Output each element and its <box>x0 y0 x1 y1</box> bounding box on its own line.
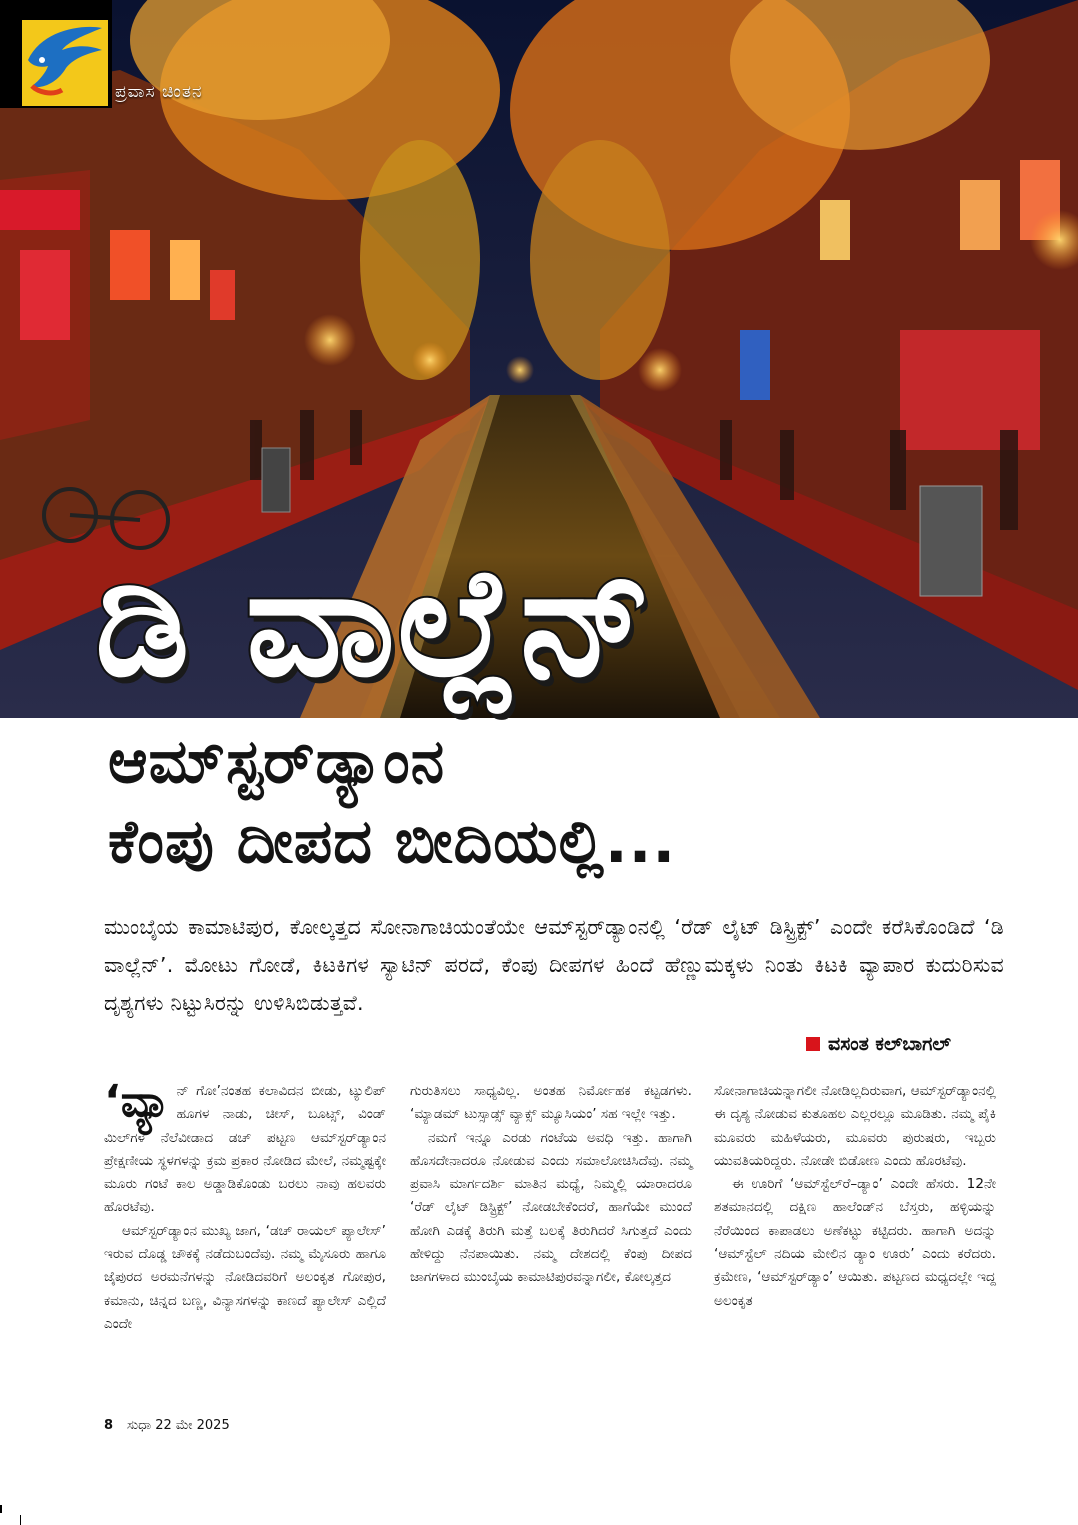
paragraph: ಗುರುತಿಸಲು ಸಾಧ್ಯವಿಲ್ಲ. ಅಂತಹ ನಿರ್ಮೋಹಕ ಕಟ್ಟಡಗಳು. ‘ಮ್ಯಾಡಮ್ ಟುಸ್ಸಾಡ್ಸ್ ವ್ಯಾಕ್ಸ್ ಮ್ಯೂಸಿಯಂ’ ಸಹ ಇಲ್ಲೇ ಇತ್ತು. <box>410 1083 692 1123</box>
article-column-2 <box>410 1080 692 1290</box>
issue-info: ಸುಧಾ 22 ಮೇ 2025 <box>127 1418 230 1433</box>
author-name: ವಸಂತ ಕಲ್‌ಬಾಗಲ್ <box>828 1033 951 1055</box>
headline-subtitle-line2: ಕೆಂಪು ದೀಪದ ಬೀದಿಯಲ್ಲಿ... <box>108 807 677 877</box>
crop-mark <box>0 1505 2 1513</box>
article-lede: ಮುಂಬೈಯ ಕಾಮಾಟಿಪುರ, ಕೋಲ್ಕತ್ತದ ಸೋನಾಗಾಚಿಯಂತೆಯೇ ಆಮ್‌ಸ್ಟರ್‌ಡ್ಯಾಂನಲ್ಲಿ ‘ರೆಡ್ ಲೈಟ್ ಡಿಸ್ಟ್ರಿಕ್ಟ್’ ಎಂದೇ ಕರೆಸಿಕೊಂಡಿದೆ ‘ಡಿ ವಾಲ್ಲೆನ್’. ಮೋಟು ಗೋಡೆ, ಕಿಟಕಿಗಳ ಸ್ಯಾಟಿನ್ ಪರದೆ, ಕೆಂಪು ದೀಪಗಳ ಹಿಂದೆ ಹೆಣ್ಣುಮಕ್ಕಳು ನಿಂತು ಕಿಟಕಿ ವ್ಯಾಪಾರ ಕುದುರಿಸುವ ದೃಶ್ಯಗಳು ನಿಟ್ಟುಸಿರನ್ನು ಉಳಿಸಿಬಿಡುತ್ತವೆ. <box>104 915 1004 1015</box>
blue-bird-logo-icon <box>22 20 108 106</box>
dropcap: ‘ವ್ಯಾ <box>104 1076 171 1127</box>
article-column-3 <box>714 1080 996 1313</box>
page-number: 8 <box>104 1418 114 1433</box>
paragraph <box>104 1076 386 1220</box>
paragraph: ಆಮ್‌ಸ್ಟರ್‌ಡ್ಯಾಂನ ಮುಖ್ಯ ಜಾಗ, ‘ಡಚ್ ರಾಯಲ್ ಪ್ಯಾಲೇಸ್’ ಇರುವ ದೊಡ್ಡ ಚೌಕಕ್ಕೆ ನಡೆದುಬಂದೆವು. ನಮ್ಮ ಮೈಸೂರು ಹಾಗೂ ಜೈಪುರದ ಅರಮನೆಗಳನ್ನು ನೋಡಿದವರಿಗೆ ಅಲಂಕೃತ ಗೋಪುರ, ಕಮಾನು, ಚಿನ್ನದ ಬಣ್ಣ, ವಿನ್ಯಾಸಗಳನ್ನು ಕಾಣದೆ ಪ್ಯಾಲೇಸ್ ಎಲ್ಲಿದೆ ಎಂದೇ <box>104 1222 386 1332</box>
paragraph: ಸೋನಾಗಾಚಿಯನ್ನಾಗಲೀ ನೋಡಿಲ್ಲದಿರುವಾಗ, ಆಮ್‌ಸ್ಟರ್‌ಡ್ಯಾಂನಲ್ಲಿ ಈ ದೃಶ್ಯ ನೋಡುವ ಕುತೂಹಲ ಎಲ್ಲರಲ್ಲೂ ಮೂಡಿತು. ನಮ್ಮ ಪೈಕಿ ಮೂವರು ಮಹಿಳೆಯರು, ಮೂವರು ಪುರುಷರು, ಇಬ್ಬರು ಯುವತಿಯರಿದ್ದರು. ನೋಡೇ ಬಿಡೋಣ ಎಂದು ಹೊರಟೆವು. <box>714 1083 996 1169</box>
section-label: ಪ್ರವಾಸ ಚಿಂತನ <box>115 82 203 102</box>
red-square-icon <box>806 1037 820 1051</box>
page-footer <box>104 1418 230 1433</box>
crop-mark <box>20 1515 21 1525</box>
author-byline <box>806 1033 951 1055</box>
paragraph: ಈ ಊರಿಗೆ ‘ಆಮ್‌ಸ್ಟೆಲ್‌ರೆ–ಡ್ಯಾಂ’ ಎಂದೇ ಹೆಸರು. 12ನೇ ಶತಮಾನದಲ್ಲಿ ದಕ್ಷಿಣ ಹಾಲೆಂಡ್‌ನ ಬೆಸ್ತರು, ಹಳ್ಳಿಯನ್ನು ನೆರೆಯಿಂದ ಕಾಪಾಡಲು ಅಣೆಕಟ್ಟು ಕಟ್ಟಿದರು. ಹಾಗಾಗಿ ಅದನ್ನು ‘ಆಮ್‌ಸ್ಟೆಲ್ ನದಿಯ ಮೇಲಿನ ಡ್ಯಾಂ ಊರು’ ಎಂದು ಕರೆದರು. ಕ್ರಮೇಣ, ‘ಆಮ್‌ಸ್ಟರ್‌ಡ್ಯಾಂ’ ಆಯಿತು. ಪಟ್ಟಣದ ಮಧ್ಯದಲ್ಲೇ ಇದ್ದ ಅಲಂಕೃತ <box>714 1176 996 1309</box>
article-column-1 <box>104 1076 386 1336</box>
headline-subtitle-line1: ಆಮ್‌ಸ್ಟರ್‌ಡ್ಯಾಂನ <box>108 727 446 797</box>
paragraph-text: ನ್ ಗೋ’ನಂತಹ ಕಲಾವಿದನ ಬೀಡು, ಟ್ಯುಲಿಪ್ ಹೂಗಳ ನಾಡು, ಚೀಸ್, ಬೂಟ್ಸ್, ವಿಂಡ್ ಮಿಲ್‌ಗಳ ನೆಲೆವೀಡಾದ ಡಚ್ ಪಟ್ಟಣ ಆಮ್‌ಸ್ಟರ್‌ಡ್ಯಾಂನ ಪ್ರೇಕ್ಷಣೀಯ ಸ್ಥಳಗಳನ್ನು ಕ್ರಮ ಪ್ರಕಾರ ನೋಡಿದ ಮೇಲೆ, ನಮ್ಮಷ್ಟಕ್ಕೇ ಮೂರು ಗಂಟೆ ಕಾಲ ಅಡ್ಡಾಡಿಕೊಂಡು ಬರಲು ನಾವು ಹಲವರು ಹೊರಟೆವು. <box>104 1083 386 1216</box>
headline-title: ಡಿ ವಾಲ್ಲೆನ್ <box>95 536 655 710</box>
paragraph: ನಮಗೆ ಇನ್ನೂ ಎರಡು ಗಂಟೆಯ ಅವಧಿ ಇತ್ತು. ಹಾಗಾಗಿ ಹೊಸದೇನಾದರೂ ನೋಡುವ ಎಂದು ಸಮಾಲೋಚಿಸಿದೆವು. ನಮ್ಮ ಪ್ರವಾಸಿ ಮಾರ್ಗದರ್ಶಿ ಮಾತಿನ ಮಧ್ಯೆ, ನಿಮ್ಮಲ್ಲಿ ಯಾರಾದರೂ ‘ರೆಡ್ ಲೈಟ್ ಡಿಸ್ಟ್ರಿಕ್ಟ್’ ನೋಡಬೇಕೆಂದರೆ, ಹಾಗೆಯೇ ಮುಂದೆ ಹೋಗಿ ಎಡಕ್ಕೆ ತಿರುಗಿ ಮತ್ತೆ ಬಲಕ್ಕೆ ತಿರುಗಿದರೆ ಸಿಗುತ್ತದೆ ಎಂದು ಹೇಳಿದ್ದು ನೆನಪಾಯಿತು. ನಮ್ಮ ದೇಶದಲ್ಲಿ ಕೆಂಪು ದೀಪದ ಜಾಗಗಳಾದ ಮುಂಬೈಯ ಕಾಮಾಟಿಪುರವನ್ನಾಗಲೀ, ಕೋಲ್ಕತ್ತದ <box>410 1129 692 1286</box>
